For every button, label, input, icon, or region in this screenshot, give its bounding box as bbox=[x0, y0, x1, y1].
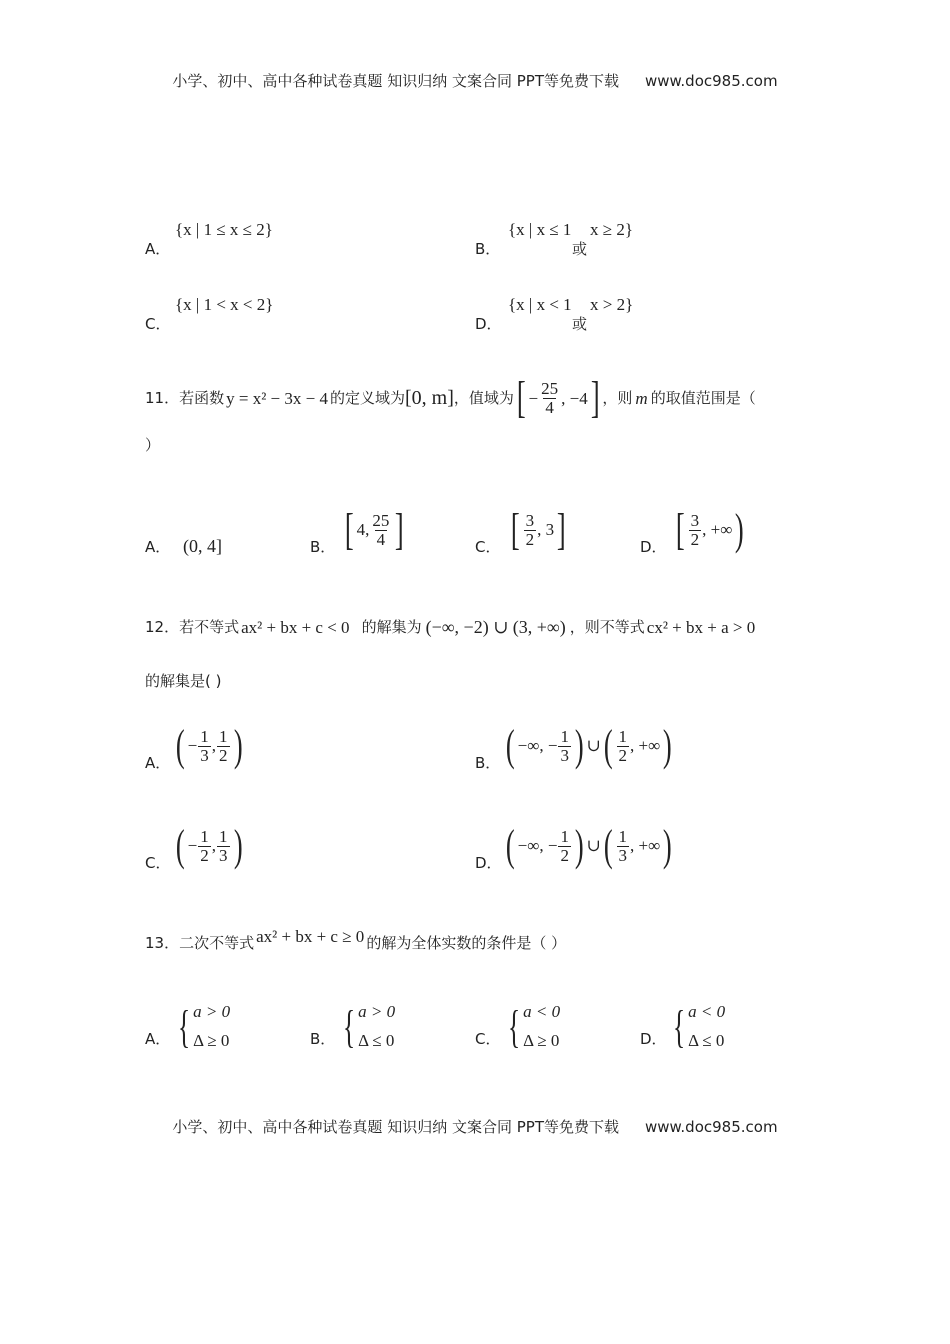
frac-num: 1 bbox=[618, 826, 628, 846]
frac-den: 2 bbox=[525, 529, 535, 549]
frac-num: 1 bbox=[219, 726, 228, 746]
option-label: D． bbox=[640, 1030, 667, 1048]
option-math: {x | 1 < x < 2} bbox=[175, 295, 274, 314]
option-label: B． bbox=[310, 538, 336, 556]
frac-num: 1 bbox=[219, 826, 228, 846]
q10-options-row-2 bbox=[145, 295, 805, 355]
inequality-expr: ax² + bx + c < 0 bbox=[241, 617, 350, 637]
option-math: {x | x < 1 bbox=[508, 295, 572, 314]
q12-options-row-1 bbox=[145, 721, 805, 784]
option-math: {x | 1 ≤ x ≤ 2} bbox=[175, 220, 273, 239]
question-number: 12． bbox=[145, 617, 180, 636]
q10-options-row-1 bbox=[145, 218, 805, 278]
question-number: 13． bbox=[145, 933, 180, 952]
question-text-cont: 的解集是( ) bbox=[145, 672, 222, 690]
question-12 bbox=[145, 612, 815, 689]
option-label: A． bbox=[145, 754, 171, 772]
question-text: 的解集为 bbox=[361, 617, 422, 636]
or-text: 或 bbox=[572, 240, 588, 258]
frac-num: 25 bbox=[541, 378, 559, 398]
frac-den: 3 bbox=[618, 845, 628, 865]
frac-num: 1 bbox=[560, 826, 569, 846]
question-text: 若函数 bbox=[179, 388, 225, 407]
option-label: C． bbox=[145, 315, 171, 333]
solution-set-expr: (−∞, −2) ∪ (3, +∞) bbox=[425, 617, 566, 637]
footer-site-link[interactable]: www.doc985.com bbox=[644, 1118, 778, 1136]
question-text: 若不等式 bbox=[179, 617, 240, 636]
option-label: D． bbox=[640, 538, 667, 556]
option-label: D． bbox=[475, 315, 502, 333]
condition-line: a < 0 bbox=[688, 1002, 726, 1021]
option-label: B． bbox=[475, 240, 501, 258]
question-text: ，则 bbox=[602, 388, 633, 407]
option-math: [ $\frac{3}{2}$ , 3 ] bbox=[510, 505, 566, 554]
condition-line: Δ ≤ 0 bbox=[358, 1030, 395, 1050]
frac-den: 2 bbox=[219, 745, 228, 765]
option-math: { a < 0 Δ ≤ 0 bbox=[668, 998, 725, 1056]
frac-den: 2 bbox=[618, 745, 628, 765]
option-math: x ≥ 2} bbox=[590, 220, 633, 239]
function-expr: y = x² − 3x − 4 bbox=[226, 388, 328, 408]
condition-line: a > 0 bbox=[358, 1002, 396, 1021]
range-rest: , −4 bbox=[561, 388, 588, 408]
option-label: D． bbox=[475, 854, 502, 872]
frac-den: 3 bbox=[560, 745, 569, 765]
option-math: { a < 0 Δ ≥ 0 bbox=[503, 998, 560, 1056]
header-site-link[interactable]: www.doc985.com bbox=[644, 72, 778, 90]
condition-line: Δ ≥ 0 bbox=[193, 1030, 230, 1050]
frac-den: 2 bbox=[690, 529, 700, 549]
footer-text: 小学、初中、高中各种试卷真题 知识归纳 文案合同 PPT等免费下载 bbox=[172, 1118, 619, 1136]
math-part: , +∞ bbox=[630, 836, 661, 855]
range-expr: [ − $\frac{25}{4}$ , −4 ] bbox=[516, 373, 600, 422]
frac-num: 1 bbox=[200, 826, 209, 846]
question-11 bbox=[145, 372, 815, 453]
option-label: C． bbox=[475, 538, 501, 556]
option-math: ( − $\frac{1}{2}$ , $\frac{1}{3}$ ) bbox=[175, 821, 243, 870]
option-math: ( − $\frac{1}{3}$ , $\frac{1}{2}$ ) bbox=[175, 721, 243, 770]
question-13 bbox=[145, 928, 815, 958]
option-label: C． bbox=[145, 854, 171, 872]
option-math: (0, 4] bbox=[183, 536, 222, 556]
math-part: , +∞ bbox=[702, 520, 733, 539]
question-number: 11． bbox=[145, 388, 180, 407]
option-label: B． bbox=[310, 1030, 336, 1048]
option-math: ( −∞, − $\frac{1}{3}$ ) ∪ ( $\frac{1}{2}$ , +∞ ) bbox=[505, 721, 672, 770]
option-label: B． bbox=[475, 754, 501, 772]
option-label: A． bbox=[145, 240, 171, 258]
q12-options-row-2 bbox=[145, 821, 805, 884]
q11-options-row bbox=[145, 505, 805, 568]
frac-den: 2 bbox=[560, 845, 569, 865]
condition-line: Δ ≥ 0 bbox=[523, 1030, 560, 1050]
condition-line: a < 0 bbox=[523, 1002, 561, 1021]
inequality-expr: ax² + bx + c ≥ 0 bbox=[256, 926, 365, 946]
var-m: m bbox=[635, 388, 648, 408]
option-math: { a > 0 Δ ≤ 0 bbox=[338, 998, 395, 1056]
question-text: 的解为全体实数的条件是（ ） bbox=[366, 933, 567, 952]
q13-options-row bbox=[145, 998, 805, 1062]
frac-den: 4 bbox=[545, 397, 554, 417]
frac-den: 3 bbox=[200, 745, 209, 765]
frac-num: 3 bbox=[690, 510, 700, 530]
question-text: 二次不等式 bbox=[179, 933, 255, 952]
condition-line: Δ ≤ 0 bbox=[688, 1030, 725, 1050]
frac-num: 25 bbox=[372, 510, 390, 530]
frac-num: 1 bbox=[200, 726, 209, 746]
question-text-cont: ） bbox=[145, 436, 161, 454]
option-label: C． bbox=[475, 1030, 501, 1048]
option-math: { a > 0 Δ ≥ 0 bbox=[173, 998, 230, 1056]
option-label: A． bbox=[145, 1030, 171, 1048]
frac-num: 1 bbox=[560, 726, 569, 746]
frac-den: 4 bbox=[376, 529, 386, 549]
math-part: , 3 bbox=[537, 520, 555, 539]
option-math: ( −∞, − $\frac{1}{2}$ ) ∪ ( $\frac{1}{3}$ , +∞ ) bbox=[505, 821, 672, 870]
question-text: ，值域为 bbox=[453, 388, 514, 407]
page-header bbox=[0, 70, 950, 91]
question-text: 的定义域为 bbox=[329, 388, 405, 407]
or-text: 或 bbox=[572, 315, 588, 333]
math-part: 4, bbox=[356, 520, 370, 539]
math-part: −∞, − bbox=[517, 836, 558, 855]
math-part: , +∞ bbox=[630, 736, 661, 755]
header-text: 小学、初中、高中各种试卷真题 知识归纳 文案合同 PPT等免费下载 bbox=[172, 72, 619, 90]
option-label: A． bbox=[145, 538, 171, 556]
condition-line: a > 0 bbox=[193, 1002, 231, 1021]
frac-den: 2 bbox=[200, 845, 209, 865]
domain-expr: [0, m] bbox=[404, 387, 454, 409]
option-math: [ $\frac{3}{2}$ , +∞ ) bbox=[675, 505, 745, 554]
option-math: [ 4, $\frac{25}{4}$ ] bbox=[344, 505, 405, 554]
inequality-expr: cx² + bx + a > 0 bbox=[646, 617, 756, 637]
option-math: {x | x ≤ 1 bbox=[508, 220, 572, 239]
question-text: ，则不等式 bbox=[569, 617, 645, 636]
frac-den: 3 bbox=[219, 845, 228, 865]
option-math: x > 2} bbox=[590, 295, 634, 314]
page-footer bbox=[0, 1116, 950, 1137]
math-part: −∞, − bbox=[517, 736, 558, 755]
frac-num: 3 bbox=[525, 510, 535, 530]
frac-num: 1 bbox=[618, 726, 628, 746]
question-text: 的取值范围是（ bbox=[650, 388, 756, 407]
